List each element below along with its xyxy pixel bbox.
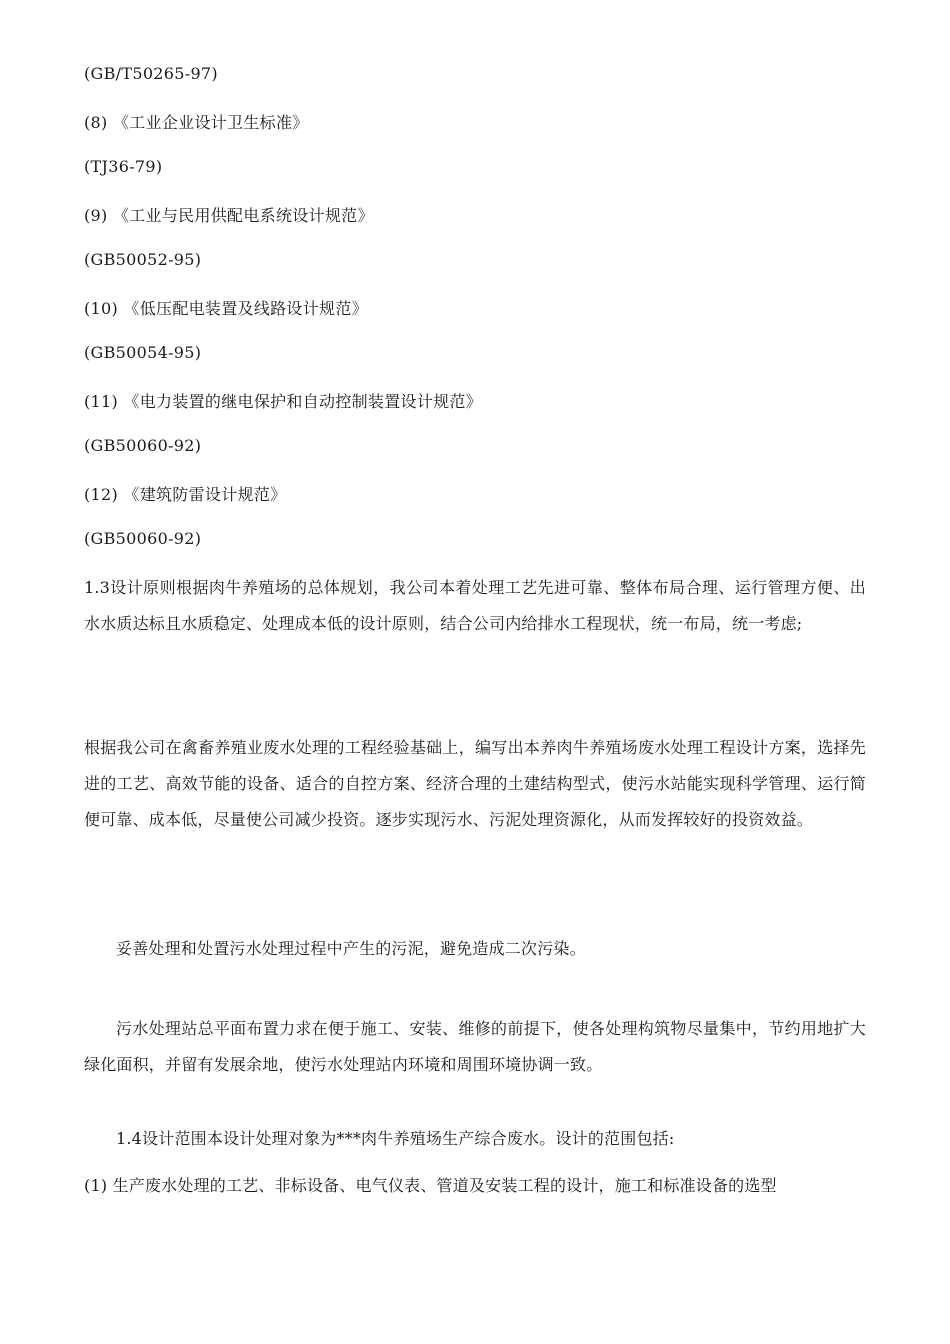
reference-title-line: (10) 《低压配电装置及线路设计规范》 xyxy=(84,299,368,318)
design-scope-item: (1) 生产废水处理的工艺、非标设备、电气仪表、管道及安装工程的设计，施工和标准设备的选型 xyxy=(84,1176,777,1195)
reference-code-line: (GB50052-95) xyxy=(84,250,202,269)
sludge-treatment-paragraph: 妥善处理和处置污水处理过程中产生的污泥，避免造成二次污染。 xyxy=(116,939,586,958)
reference-code-line: (GB50060-92) xyxy=(84,529,202,548)
reference-title-line: (12) 《建筑防雷设计规范》 xyxy=(84,485,287,504)
reference-code-line: (GB50060-92) xyxy=(84,436,202,455)
reference-title-line: (8) 《工业企业设计卫生标准》 xyxy=(84,113,309,132)
reference-title-line: (9) 《工业与民用供配电系统设计规范》 xyxy=(84,206,374,225)
reference-code-line: (GB50054-95) xyxy=(84,343,202,362)
reference-code-line: (GB/T50265-97) xyxy=(84,64,218,83)
reference-code-line: (TJ36-79) xyxy=(84,157,163,176)
reference-title-line: (11) 《电力装置的继电保护和自动控制装置设计规范》 xyxy=(84,392,483,411)
design-scope-heading: 1.4设计范围本设计处理对象为***肉牛养殖场生产综合废水。设计的范围包括: xyxy=(116,1129,675,1148)
design-principles-paragraph: 1.3设计原则根据肉牛养殖场的总体规划，我公司本着处理工艺先进可靠、整体布局合理、运行管理方便、出水水质达标且水质稳定、处理成本低的设计原则，结合公司内给排水工程现状，统一布局，统一考虑; xyxy=(84,578,866,633)
design-basis-paragraph: 根据我公司在禽畜养殖业废水处理的工程经验基础上，编写出本养肉牛养殖场废水处理工程设计方案，选择先进的工艺、高效节能的设备、适合的自控方案、经济合理的土建结构型式，使污水站能实现科学管理、运行简便可靠、成本低，尽量使公司减少投资。逐步实现污水、污泥处理资源化，从而发挥较好的投资效益。 xyxy=(84,738,866,829)
site-layout-paragraph: 污水处理站总平面布置力求在便于施工、安装、维修的前提下，使各处理构筑物尽量集中，节约用地扩大绿化面积，并留有发展余地，使污水处理站内环境和周围环境协调一致。 xyxy=(84,1019,866,1074)
